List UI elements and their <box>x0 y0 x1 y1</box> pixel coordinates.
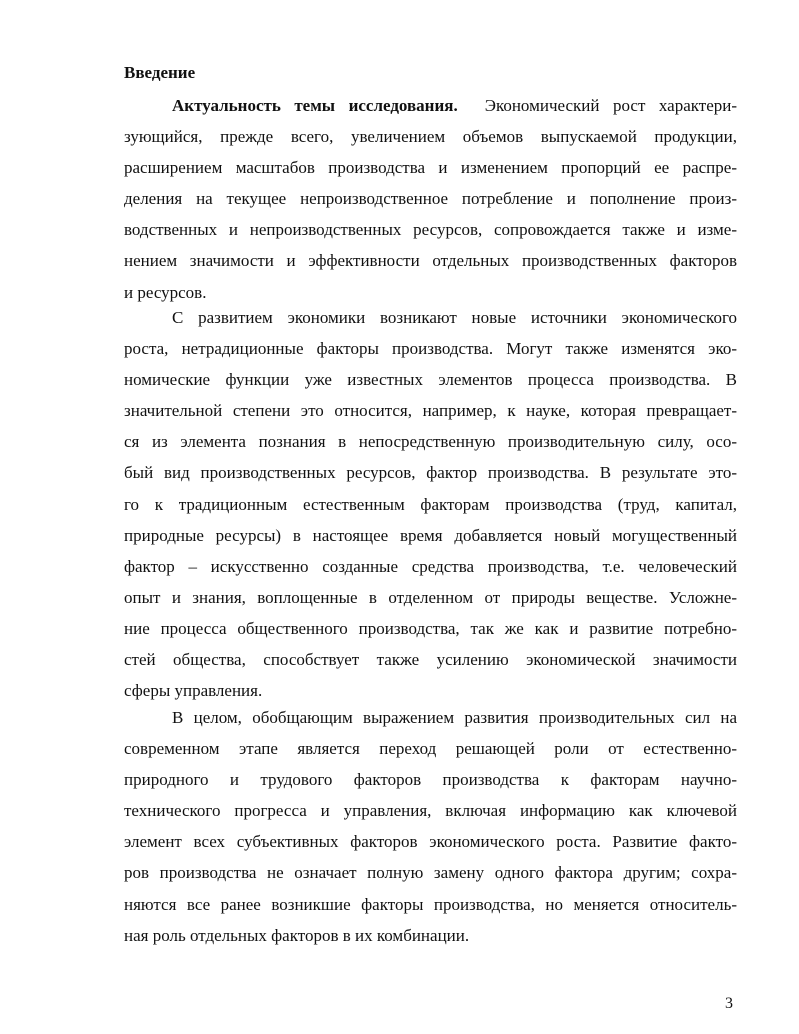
paragraph-line: нением значимости и эффективности отдельных производственных факторов <box>124 251 737 271</box>
paragraph-line: современном этапе является переход решающей роли от естественно- <box>124 739 737 759</box>
section-heading: Введение <box>124 63 196 82</box>
paragraph-line <box>124 90 737 121</box>
paragraph-line: и ресурсов. <box>124 282 207 302</box>
paragraph-line: сферы управления. <box>124 681 263 701</box>
paragraph-line: фактор – искусственно созданные средства производства, т.е. человеческий <box>124 556 737 576</box>
paragraph-line: няются все ранее возникшие факторы производства, но меняется относитель- <box>124 894 737 914</box>
paragraph-line: природного и трудового факторов производства к факторам научно- <box>124 770 737 790</box>
line-text: Экономический рост характери- <box>484 96 738 115</box>
lead-phrase: Актуальность темы исследования. <box>172 96 458 115</box>
paragraph-relevance <box>124 90 737 308</box>
paragraph-line: го к традиционным естественным факторам производства (труд, капитал, <box>124 494 737 514</box>
paragraph-line: В целом, обобщающим выражением развития производительных сил на <box>172 708 737 727</box>
paragraph-line: элемент всех субъективных факторов экономического роста. Развитие факто- <box>124 832 737 852</box>
paragraph-line: роста, нетрадиционные факторы производства. Могут также изменятся эко- <box>124 339 737 359</box>
paragraph-line: ся из элемента познания в непосредственную производительную силу, осо- <box>124 432 737 452</box>
paragraph-line: опыт и знания, воплощенные в отделенном от природы веществе. Усложне- <box>124 587 737 607</box>
paragraph-line: водственных и непроизводственных ресурсов, сопровождается также и изме- <box>124 220 737 240</box>
paragraph-line: стей общества, способствует также усилению экономической значимости <box>124 650 737 670</box>
paragraph-line: технического прогресса и управления, включая информацию как ключевой <box>124 801 737 821</box>
paragraph-line: ров производства не означает полную замену одного фактора другим; сохра- <box>124 863 737 883</box>
paragraph-line: природные ресурсы) в настоящее время добавляется новый могущественный <box>124 525 737 545</box>
paragraph-line: номические функции уже известных элементов процесса производства. В <box>124 370 737 390</box>
page-number: 3 <box>725 995 733 1012</box>
paragraph-summary <box>124 702 737 951</box>
paragraph-line: зующийся, прежде всего, увеличением объемов выпускаемой продукции, <box>124 127 737 147</box>
paragraph-line: С развитием экономики возникают новые источники экономического <box>172 308 737 327</box>
paragraph-line: расширением масштабов производства и изменением пропорций ее распре- <box>124 158 737 178</box>
paragraph-line: ние процесса общественного производства, так же как и развитие потребно- <box>124 618 737 638</box>
paragraph-line: деления на текущее непроизводственное потребление и пополнение произ- <box>124 189 737 209</box>
paragraph-line: значительной степени это относится, например, к науке, которая превращает- <box>124 401 737 421</box>
paragraph-growth-sources <box>124 302 737 706</box>
paragraph-line: ная роль отдельных факторов в их комбинации. <box>124 925 470 945</box>
paragraph-line: бый вид производственных ресурсов, фактор производства. В результате это- <box>124 463 737 483</box>
